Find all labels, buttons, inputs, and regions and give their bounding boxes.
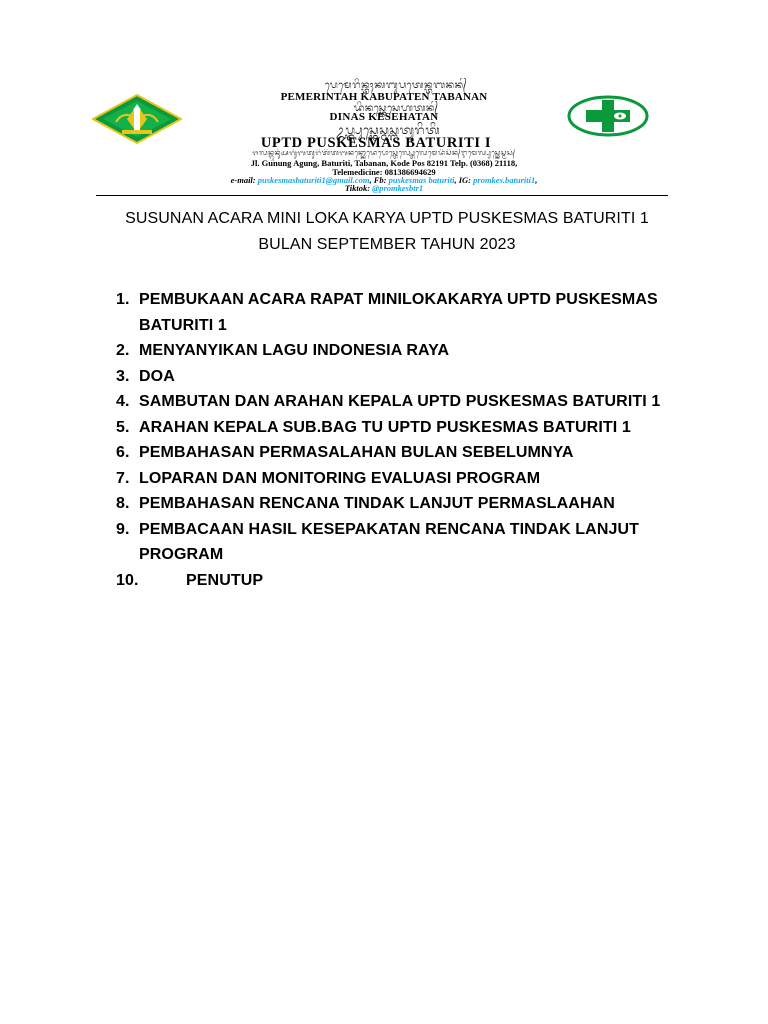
agenda-item [116,287,676,338]
agenda-number: 5. [116,418,130,436]
email-link[interactable]: puskesmasbaturiti1@gmail.com [257,175,370,185]
balinese-script-line-4: ᬚᬮᬦ᭄ᬕᬸᬦᬸᬂᬅᬕᬸᬂᬩᬢᬸᬭᬶᬢᬶᬢᬩᬦᬦ᭄ᬓᭀᬤᬾᬧᭀᬲ᭄ᬢᬾᬮ᭄ᬧ᭄ᬢᬾᬮᬾᬫᬾᬤᬶᬲᬶᬦ᭄ᬇᬫᬾᬮ᭄ᬧᬸᬲ᭄ᬓᬾᬲ᭄ᬫᬲ᭄ [252,149,516,157]
agenda-number: 9. [116,520,130,538]
agenda-item [116,517,676,568]
agenda-number: 3. [116,367,130,385]
instagram-link[interactable]: promkes.baturiti1 [473,175,536,185]
agenda-number: 8. [116,495,130,512]
balinese-script-line-2: ᬤᬶᬦᬲ᭄ᬓᬾᬲᬾᬳᬢᬦ᭄ [353,103,439,114]
agenda-text: PEMBAHASAN RENCANA TINDAK LANJUT PERMASLAAHAN [139,495,615,512]
letterhead-divider [96,195,668,196]
agenda-number: 6. [116,444,130,461]
agenda-text: ARAHAN KEPALA SUB.BAG TU UPTD PUSKESMAS BATURITI 1 [139,418,631,436]
balinese-script-line-1: ᬧᬾᬫᬾᬭᬶᬦ᭄ᬢᬄᬓᬩᬸᬧᬢᬾᬦ᭄ᬢᬩᬦᬦ᭄ [324,80,468,91]
agenda-item [116,440,676,466]
agenda-text: MENYANYIKAN LAGU INDONESIA RAYA [139,342,450,359]
agenda-item [116,389,676,415]
agenda-number: 10. [116,571,139,589]
letterhead-contact-line: e-mail: puskesmasbaturiti1@gmail.com, Fb: puskesmas baturiti, IG: promkes.baturiti1, [230,175,538,185]
agenda-text: LOPARAN DAN MONITORING EVALUASI PROGRAM [139,469,541,487]
agenda-item [116,415,676,441]
agenda-number: 7. [116,469,130,487]
facebook-link[interactable]: puskesmas baturiti [388,175,455,185]
letterhead-unit: UPTD PUSKESMAS BATURITI I [260,135,492,151]
email-label: e-mail: [230,175,258,185]
ig-label: , IG: [454,175,474,185]
agenda-text: PEMBACAAN HASIL KESEPAKATAN RENCANA TINDAK LANJUT PROGRAM [139,520,640,563]
agenda-item [116,568,676,594]
agenda-item [116,364,676,390]
balinese-script-line-3: ᬉᬧ᭄ᬢ᭄ᬤ᭄ᬧᬸᬲ᭄ᬓᬾᬲ᭄ᬫᬲ᭄ᬩᬢᬸᬭᬶᬢᬶ [335,123,441,137]
agenda-text: PENUTUP [186,571,264,589]
letterhead-tiktok-line [0,183,768,193]
agenda-number: 2. [116,342,130,359]
fb-label: , Fb: [369,175,389,185]
agenda-number: 4. [116,393,130,410]
letterhead-telemedicine: Telemedicine: 081386694629 [332,167,436,177]
letterhead-address: Jl. Gunung Agung, Baturiti, Tabanan, Kode Pos 82191 Telp. (0368) 21118, [250,158,518,168]
agenda-text: SAMBUTAN DAN ARAHAN KEPALA UPTD PUSKESMAS BATURITI 1 [139,393,661,410]
letterhead-department: DINAS KESEHATAN [329,111,439,123]
agenda-list [116,287,676,593]
agenda-item [116,338,676,364]
agenda-item [116,491,676,517]
tiktok-label: Tiktok: [344,183,373,193]
letterhead-government: PEMERINTAH KABUPATEN TABANAN [280,91,488,103]
agenda-item [116,466,676,492]
document-title-line-1: SUSUNAN ACARA MINI LOKA KARYA UPTD PUSKESMAS BATURITI 1 [125,210,649,227]
agenda-number: 1. [116,291,130,308]
agenda-text: DOA [139,367,175,385]
agenda-text: PEMBAHASAN PERMASALAHAN BULAN SEBELUMNYA [139,444,574,461]
document-title-line-2: BULAN SEPTEMBER TAHUN 2023 [258,236,516,253]
tiktok-link[interactable]: @promkesbtr1 [372,183,424,193]
agenda-text: PEMBUKAAN ACARA RAPAT MINILOKAKARYA UPTD PUSKESMAS BATURITI 1 [139,291,658,334]
